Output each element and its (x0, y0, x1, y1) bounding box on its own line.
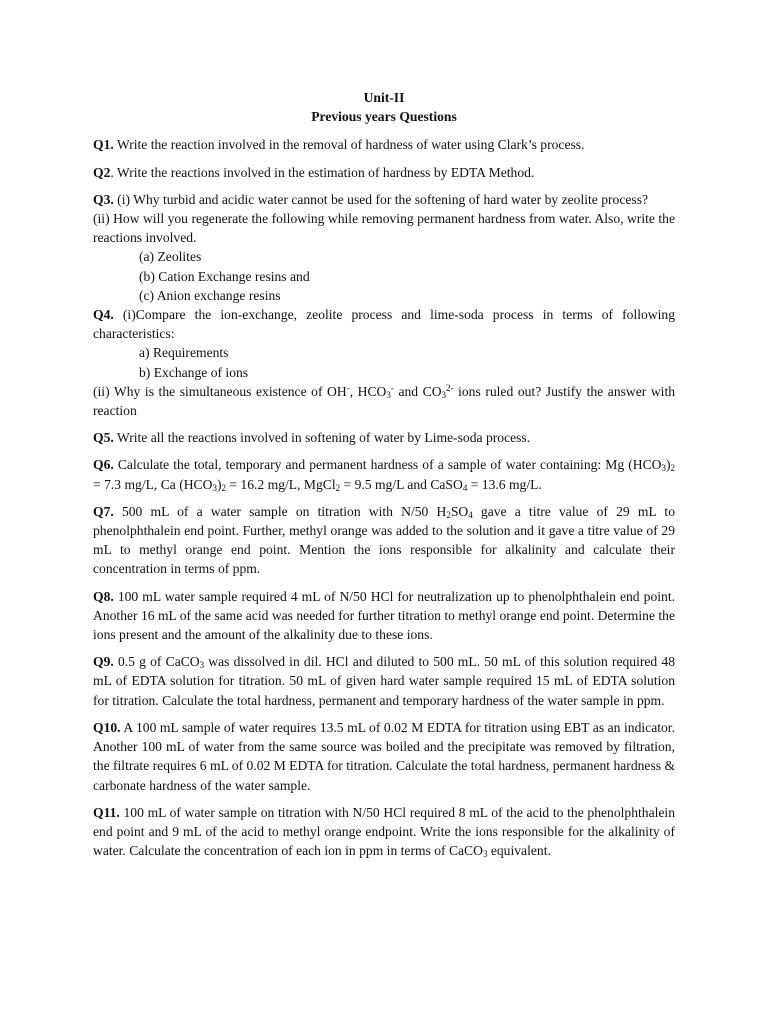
list-item: b) Exchange of ions (139, 364, 249, 380)
question-number: Q3. (93, 191, 114, 207)
question-number: Q6. (93, 457, 114, 473)
question-text: Write the reaction involved in the removal of hardness of water using Clark’s process. (113, 137, 585, 153)
question-text: (i) Why turbid and acidic water cannot be used for the softening of hard water by zeolite process? (113, 191, 649, 207)
question-text: A 100 mL sample of water requires 13.5 mL of 0.02 M EDTA for titration using EBT as an indicator. Another 100 mL of water from the same source was boiled and the precipitate was removed by filtration, the filtrate requires 6 mL of 0.02 M EDTA for titration. Calculate the total hardness, permanent hardness & carbonate hardness of the water sample. (93, 719, 676, 793)
list-item: a) Requirements (139, 345, 229, 361)
question-4 (93, 305, 675, 420)
question-text: 100 mL water sample required 4 mL of N/50 HCl for neutralization up to phenolphthalein end point. Another 16 mL of the same acid was needed for further titration to methyl orange end point. Determine the ions present and the amount of the alkalinity due to these ions. (93, 588, 675, 643)
question-11: Q11. 100 mL of water sample on titration with N/50 HCl required 8 mL of the acid to the phenolphthalein end point and 9 mL of the acid to methyl orange endpoint. Write the ions responsible for the alkalinity of water. Calculate the concentration of each ion in ppm in terms of CaCO$_3$ equivalent. (93, 804, 675, 860)
question-number: Q1. (93, 137, 114, 153)
question-number: Q2 (93, 164, 111, 180)
question-subpart: (ii) Why is the simultaneous existence of OH-, $HCO_3^-$ and $CO_3^{2-}$ ions ruled out? Justify the answer with reaction (93, 382, 676, 419)
question-number: Q10. (93, 719, 121, 735)
document-content (93, 88, 675, 860)
list-item: (c) Anion exchange resins (139, 287, 281, 303)
list-item: (a) Zeolites (139, 249, 202, 265)
question-number: Q8. (93, 588, 114, 604)
question-10 (93, 718, 675, 795)
question-number: Q7. (93, 503, 114, 519)
question-2 (93, 163, 675, 182)
question-number: Q9. (93, 654, 114, 670)
question-subpart: (ii) How will you regenerate the following while removing permanent hardness from water. Also, write the reactions involved. (93, 211, 675, 246)
question-number: Q11. (93, 804, 120, 820)
question-text: . Write the reactions involved in the estimation of hardness by EDTA Method. (110, 164, 535, 180)
unit-title: Unit-II (363, 90, 405, 105)
question-text: (i)Compare the ion-exchange, zeolite process and lime-soda process in terms of following characteristics: (93, 307, 675, 342)
question-text: Write all the reactions involved in softening of water by Lime-soda process. (113, 430, 531, 446)
question-9: Q9. 0.5 g of CaCO$_3$ was dissolved in dil. HCl and diluted to 500 mL. 50 mL of this solution required 48 mL of EDTA solution for titration. 50 mL of given hard water sample required 15 mL of EDTA solution for titration. Calculate the total hardness, permanent and temporary hardness of the water sample in ppm. (93, 654, 675, 708)
question-7: Q7. 500 mL of a water sample on titration with N/50 $H_2SO_4$ gave a titre value of 29 mL to phenolphthalein end point. Further, methyl orange was added to the solution and it gave a titre value of 29 mL to methyl orange end point. Mention the ions responsible for alkalinity and calculate their concentration in terms of ppm. (93, 503, 676, 577)
question-3 (93, 190, 675, 305)
question-8 (93, 587, 675, 645)
question-number: Q4. (93, 307, 114, 323)
question-5 (93, 428, 675, 447)
question-6: Q6. Calculate the total, temporary and permanent hardness of a sample of water containing: Mg $(HCO_3)_2 = 7.3$ mg/L, Ca $(HCO_3)_2 = 16.2$ mg/L, MgCl$_2$ = 9.5 mg/L and CaSO$_4$ = 13.6 mg/L. (93, 457, 675, 493)
question-number: Q5. (93, 430, 114, 446)
list-item: (b) Cation Exchange resins and (139, 268, 310, 284)
question-1 (93, 135, 675, 154)
page-subtitle: Previous years Questions (311, 109, 457, 125)
